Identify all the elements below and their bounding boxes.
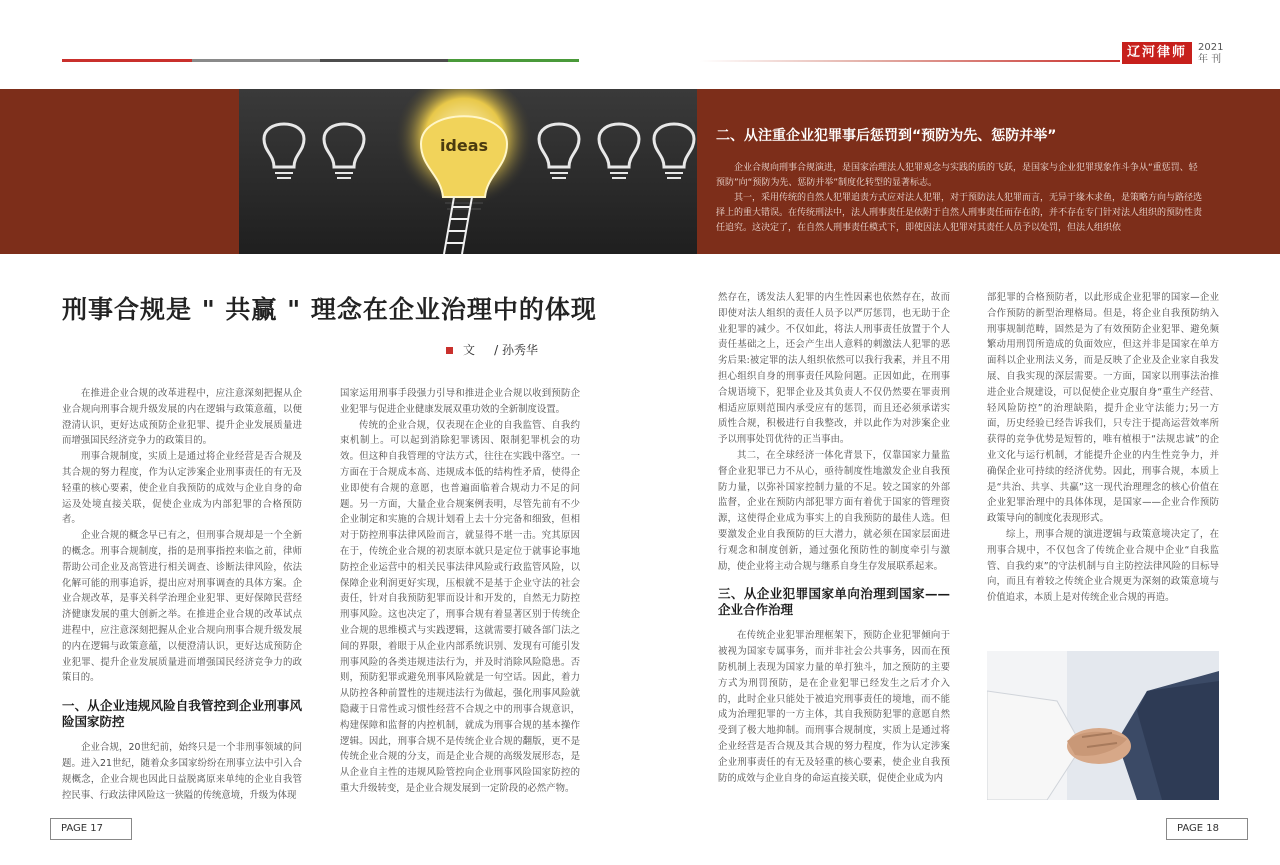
paragraph: 在传统企业犯罪治理框架下，预防企业犯罪倾向于被视为国家专属事务，而并非社会公共事务，因而在预防机制上表现为国家力量的单打独斗，加之预防的主要方式为刑罚预防，是在企业犯罪已经发生之后才介入的，此时企业只能处于被追究刑事责任的境地，而不能成为治理犯罪的一方主体，其自我预防犯罪的意愿自然受到了极大地抑制。而刑事合规制度，实质上是通过将企业经营是否合规及其合规的努力程度，作为认定涉案企业刑事责任的有无及轻重的核心要素，使企业自我预防的成效与企业自身的命运直接关联，促使企业成为内 [718,630,950,784]
page-number-left: PAGE 17 [50,818,132,840]
bullet-square-icon [446,347,453,354]
paragraph: 刑事合规制度，实质上是通过将企业经营是否合规及其合规的努力程度，作为认定涉案企业刑事责任的有无及轻重的核心要素，使企业自我预防的成效与企业自身的命运及处境直接关联，促使企业成为内部犯罪的合格预防者。 [62,451,302,526]
top-rule-red [62,59,192,62]
banner-paragraph: 其一，采用传统的自然人犯罪追责方式应对法人犯罪，对于预防法人犯罪而言，无异于缘木求鱼，是策略方向与路径选择上的重大错误。在传统刑法中，法人刑事责任是依附于自然人刑事责任而存在的，并不存在专门针对法人组织的预防性责任追究。这决定了，在自然人刑事责任模式下，即使因法人犯罪对其责任人员予以处罚，但法人组织依 [716,193,1203,233]
byline [446,341,538,358]
issue-type: 年 刊 [1198,54,1222,65]
byline-prefix: 文 [463,343,476,357]
lightbulb-illustration [239,89,697,254]
top-rule-dark [320,59,448,62]
top-rule-gray [192,59,320,62]
handshake-photo [987,651,1219,800]
paragraph: 传统的企业合规，仅表现在企业的自我监管、自我约束机制上。可以起到消除犯罪诱因、限制犯罪机会的功效。但这种自我管理的守法方式，往往在实践中落空。一方面在于合规成本高、违规成本低的结构性矛盾，使得企业即使有合规的意愿，也普遍面临着合规动力不足的问题。另一方面，大量企业合规案例表明，尽管先前有不少企业制定和实施的合规计划看上去十分完备和细致，但相对于防控刑事法律风险而言，就显得不堪一击。究其原因在于，传统企业合规的初衷原本就只是定位于就事论事地防控企业运营中的相关民事法律风险或行政监管风险，以保障企业利润更好实现，压根就不是基于企业守法的社会责任，针对自我预防犯罪而设计和开发的，自然无力防控刑事风险。这也决定了，刑事合规有着显著区别于传统企业合规的思维模式与实践逻辑，这就需要打破各部门法之间的界限，着眼于从企业内部系统识别、发现有可能引发刑事风险的各类违规违法行为，并及时消除风险隐患。否则，预防犯罪或避免刑事风险就是一句空话。因此，着力从防控各种前置性的违规违法行为做起，强化刑事风险就隐藏于日常性或习惯性经营不合规之中的刑事合规意识，构建保障和监督的内控机制，就成为刑事合规的基本操作逻辑。因此，刑事合规不是传统企业合规的翻版，更不是传统企业合规的分支，而是企业合规的高级发展形态，是从企业自主性的违规风险管控向企业刑事风险国家防控的重大升级转变，是企业合规发展到一定阶段的必然产物。 [340,419,580,794]
top-rule-green [448,59,579,62]
section-heading: 一、从企业违规风险自我管控到企业刑事风险国家防控 [62,698,302,730]
issue-label [1198,42,1223,66]
banner-text [716,89,1206,254]
paragraph: 企业合规的概念早已有之，但刑事合规却是一个全新的概念。刑事合规制度，指的是刑事指控来临之前，律师帮助公司企业及高管进行相关调查、诊断法律风险，依法化解可能的刑事追诉，提出应对刑事调查的具体方案。企业合规改革，是事关科学治理企业犯罪、更好保障民营经济健康发展的重大创新之举。在推进企业合规的改革试点进程中，应注意深刻把握从企业合规向刑事合规升级发展的内在逻辑与政策意蕴，以便澄清认识，更好达成预防企业犯罪、提升企业发展质量进而增强国民经济竞争力的政策目的。 [62,530,302,684]
section-heading: 三、从企业犯罪国家单向治理到国家——企业合作治理 [718,586,950,618]
paragraph: 在推进企业合规的改革进程中，应注意深刻把握从企业合规向刑事合规升级发展的内在逻辑与政策意蕴，以便澄清认识，更好达成预防企业犯罪、提升企业发展质量进而增强国民经济竞争力的政策目的。 [62,388,302,447]
top-rule-gradient [700,60,1120,62]
magazine-logo: 辽河律师 [1122,42,1192,64]
banner-paragraph: 企业合规向刑事合规演进，是国家治理法人犯罪观念与实践的质的飞跃，是国家与企业犯罪现象作斗争从“重惩罚、轻预防”向“预防为先、惩防并举”制度化转型的显著标志。 [716,163,1198,188]
article-title: 刑事合规是 " 共赢 " 理念在企业治理中的体现 [62,295,597,324]
banner-heading: 二、从注重企业犯罪事后惩罚到“预防为先、惩防并举” [716,128,1057,144]
lightbulb-photo [239,89,697,254]
page-number-right: PAGE 18 [1166,818,1248,840]
text-column-3 [718,290,950,810]
paragraph: 综上，刑事合规的演进逻辑与政策意境决定了，在刑事合规中，不仅包含了传统企业合规中企业“自我监管、自我约束”的守法机制与自主防控法律风险的目标导向，而且有着较之传统企业合规更为深刻的政策意境与价值追求，本质上是对传统企业合规的再造。 [987,528,1219,604]
paragraph: 部犯罪的合格预防者，以此形成企业犯罪的国家—企业合作预防的新型治理格局。但是，将企业自我预防纳入刑事规制范畴，固然是为了有效预防企业犯罪、避免频繁动用刑罚所造成的负面效应，但这并非是国家在单方面科以企业刑法义务，而是反映了企业及企业家自我发展、自我实现的深层需要。一方面，国家以刑事法治推进企业合规建设，可以促使企业克服自身“重生产经营、轻风险防控”的治理缺陷，提升企业守法能力;另一方面，历史经验已经告诉我们，只专注于提高运营效率所获得的竞争优势是短暂的，唯有植根于“法规忠诚”的企业文化与运行机制，才能提升企业的内生性竞争力，并确保企业可持续的经济优势。因此，刑事合规，本质上是“共治、共享、共赢”这一现代治理理念的核心价值在企业犯罪治理中的具体体现，是国家——企业合作预防政策导向的制度化表现形式。 [987,292,1219,525]
text-column-2 [340,386,580,810]
text-column-1 [62,386,302,810]
paragraph: 国家运用刑事手段强力引导和推进企业合规以收到预防企业犯罪与促进企业健康发展双重功效的全新制度设置。 [340,388,580,415]
text-column-4 [987,290,1219,620]
photo-caption: ideas [439,136,489,155]
paragraph: 然存在，诱发法人犯罪的内生性因素也依然存在，故而即使对法人组织的责任人员予以严厉惩罚，也无助于企业犯罪的减少。不仅如此，将法人刑事责任放置于个人责任基础之上，还会产生出人意料的刺激法人犯罪的恶劣后果:被定罪的法人组织依然可以我行我素，并且不用担心组织自身的刑事责任风险问题。正因如此，在刑事合规语境下，犯罪企业及其负责人不仅仍然要在罪责刑相适应原则范围内承受应有的惩罚，而且还必须承诺实质性合规，积极进行自我整改，并以此作为对涉案企业予以刑事处罚优待的正当事由。 [718,292,950,446]
issue-year: 2021 [1198,42,1224,53]
paragraph: 企业合规，20世纪前，始终只是一个非刑事领域的问题。进入21世纪，随着众多国家纷纷在刑事立法中引入合规概念，企业合规也因此日益脱离原来单纯的企业自我管控民事、行政法律风险这一狭隘的传统意境，升级为体现 [62,742,302,801]
handshake-illustration [987,651,1219,800]
paragraph: 其二，在全球经济一体化背景下，仅靠国家力量监督企业犯罪已力不从心，亟待制度性地激发企业自我预防力量，以弥补国家控制力量的不足。较之国家的外部监督，企业在预防内部犯罪方面有着优于国家的管理资源，这使得企业成为事实上的自我预防的最佳人选。但要激发企业自我预防的巨大潜力，就必须在国家层面进行观念和制度创新，通过强化预防性的制度牵引与激励，使企业将主动合规与继系自身生存发展联系起来。 [718,449,950,572]
author-name: / 孙秀华 [494,343,538,357]
